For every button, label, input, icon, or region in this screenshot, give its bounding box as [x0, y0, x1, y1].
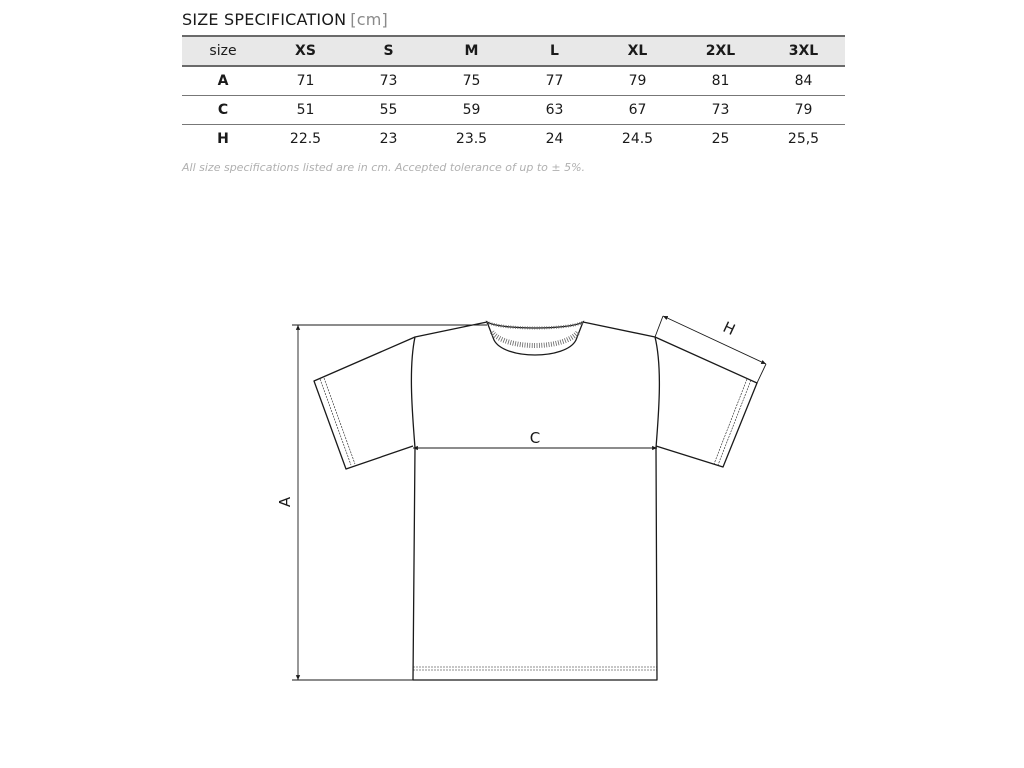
tolerance-note: All size specifications listed are in cm. Accepted tolerance of up to ± 5%. — [182, 161, 586, 174]
tshirt-body — [411, 322, 659, 680]
table-cell: 22.5 — [289, 131, 322, 147]
table-cell: 51 — [296, 102, 315, 118]
right-sleeve-stitch — [714, 379, 751, 465]
table-cell: 81 — [711, 73, 730, 89]
collar — [487, 322, 583, 355]
table-cell: 23.5 — [455, 131, 488, 147]
table-cell: 84 — [794, 73, 813, 89]
left-sleeve-stitch — [320, 378, 355, 465]
title-unit: [cm] — [350, 10, 388, 29]
tshirt-outline — [314, 322, 757, 680]
table-cell: 24 — [545, 131, 564, 147]
table-cell: 67 — [628, 102, 647, 118]
table-cell: 59 — [462, 102, 481, 118]
table-cell: 77 — [545, 73, 564, 89]
row-label-a: A — [217, 73, 229, 89]
table-cell: 55 — [379, 102, 398, 118]
hem-stitch — [413, 667, 657, 670]
table-cell: 75 — [462, 73, 481, 89]
table-cell: 71 — [296, 73, 315, 89]
table-cell: 79 — [628, 73, 647, 89]
row-label-c: C — [217, 102, 229, 118]
row-label-h: H — [217, 131, 229, 147]
label-c: C — [529, 429, 541, 447]
measure-h — [655, 316, 766, 383]
table-cell: 73 — [379, 73, 398, 89]
size-header: S — [383, 43, 394, 59]
size-corner-label: size — [209, 43, 237, 59]
table-cell: 25,5 — [787, 131, 820, 147]
table-cell: 24.5 — [621, 131, 654, 147]
left-sleeve — [314, 337, 415, 469]
label-a: A — [276, 496, 294, 508]
table-cell: 63 — [545, 102, 564, 118]
size-header: 2XL — [705, 43, 736, 59]
title-text: SIZE SPECIFICATION — [182, 10, 347, 29]
size-header: 3XL — [788, 43, 819, 59]
size-header: M — [464, 43, 479, 59]
label-h: H — [720, 317, 739, 340]
size-header: L — [550, 43, 559, 59]
table-cell: 25 — [711, 131, 730, 147]
table-cell: 23 — [379, 131, 398, 147]
size-header: XS — [295, 43, 316, 59]
table-cell: 73 — [711, 102, 730, 118]
table-cell: 79 — [794, 102, 813, 118]
size-header: XL — [627, 43, 648, 59]
right-sleeve — [655, 337, 757, 467]
